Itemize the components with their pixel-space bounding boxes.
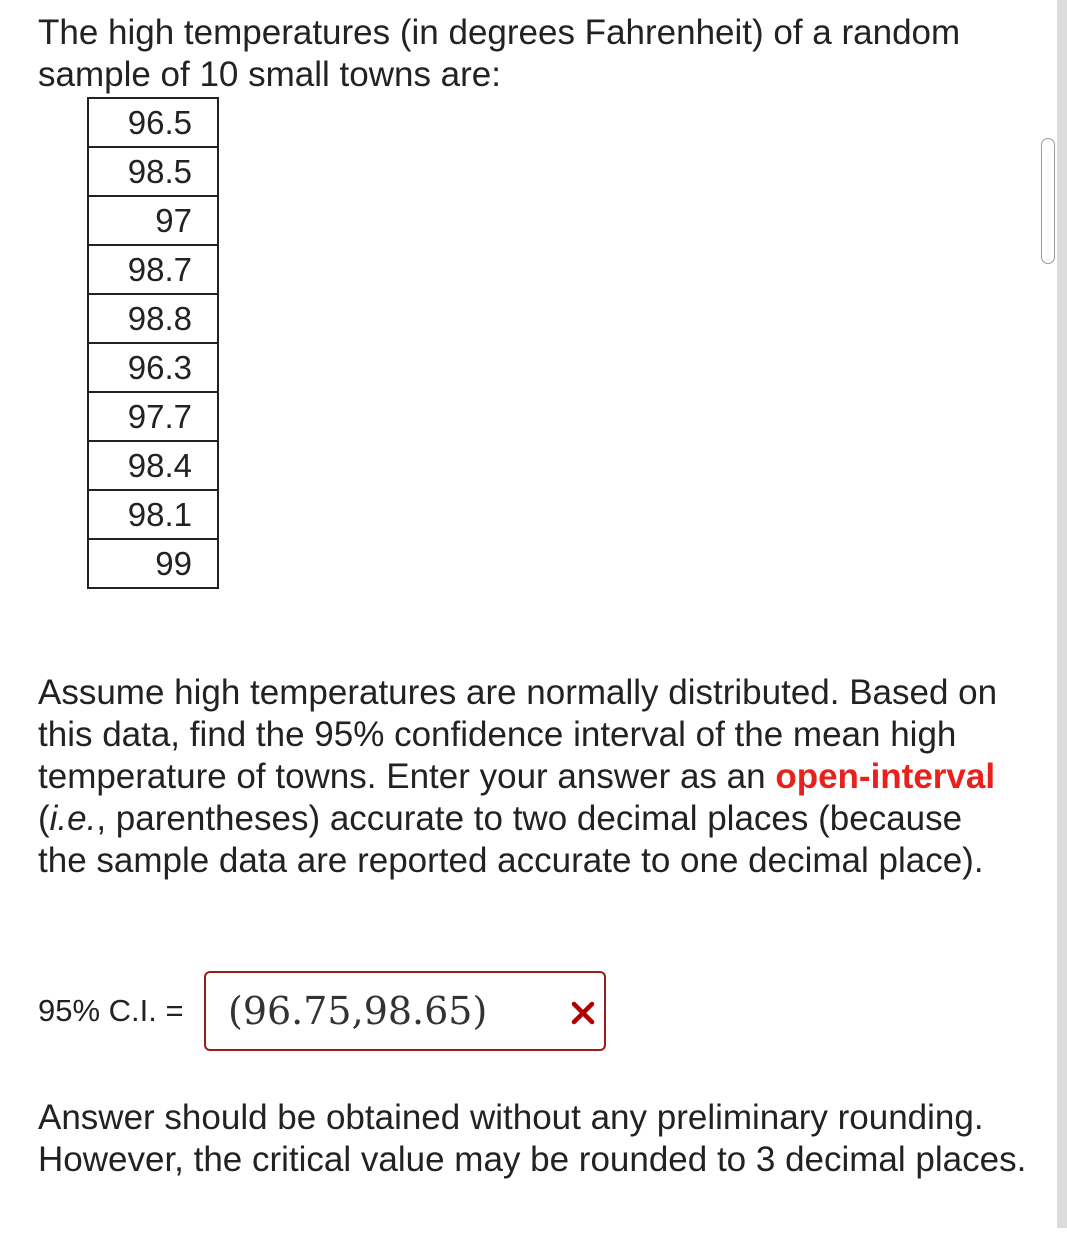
- table-row: [88, 147, 218, 196]
- table-cell: 98.5: [88, 147, 218, 196]
- ie-abbreviation: i.e.: [49, 799, 97, 838]
- problem-content: [38, 12, 1038, 589]
- table-row: [88, 539, 218, 588]
- question-part2: (: [38, 799, 50, 838]
- table-row: [88, 490, 218, 539]
- table-cell: 96.5: [88, 98, 218, 147]
- table-row: [88, 441, 218, 490]
- table-row: [88, 245, 218, 294]
- table-row: [88, 392, 218, 441]
- table-cell: 96.3: [88, 343, 218, 392]
- scrollbar[interactable]: [1057, 0, 1067, 1228]
- table-cell: 98.4: [88, 441, 218, 490]
- table-row: [88, 196, 218, 245]
- table-cell: 98.8: [88, 294, 218, 343]
- question-part3: , parentheses) accurate to two decimal places (because the sample data are reported accurate to one decimal place).: [38, 799, 984, 880]
- answer-value[interactable]: (96.75,98.65): [228, 989, 488, 1033]
- rounding-note: Answer should be obtained without any preliminary rounding. However, the critical value may be rounded to 3 decimal places.: [38, 1098, 1027, 1179]
- open-interval-highlight: open-interval: [775, 757, 996, 796]
- table-row: [88, 294, 218, 343]
- question-part1: Assume high temperatures are normally distributed. Based on this data, find the 95% confidence interval of the mean high temperature of towns. Enter your answer as an: [38, 673, 998, 796]
- table-row: [88, 343, 218, 392]
- answer-row: [38, 969, 606, 1053]
- temperature-table: [87, 97, 219, 589]
- answer-input[interactable]: [204, 971, 606, 1051]
- intro-text: The high temperatures (in degrees Fahrenheit) of a random sample of 10 small towns are:: [38, 13, 961, 94]
- table-cell: 98.7: [88, 245, 218, 294]
- table-cell: 99: [88, 539, 218, 588]
- scrollbar-thumb[interactable]: [1041, 138, 1055, 264]
- x-mark-icon: [570, 1000, 596, 1026]
- table-cell: 97: [88, 196, 218, 245]
- ci-label: 95% C.I. =: [38, 993, 184, 1028]
- table-cell: 97.7: [88, 392, 218, 441]
- table-row: [88, 98, 218, 147]
- question-text: [38, 672, 1018, 882]
- table-cell: 98.1: [88, 490, 218, 539]
